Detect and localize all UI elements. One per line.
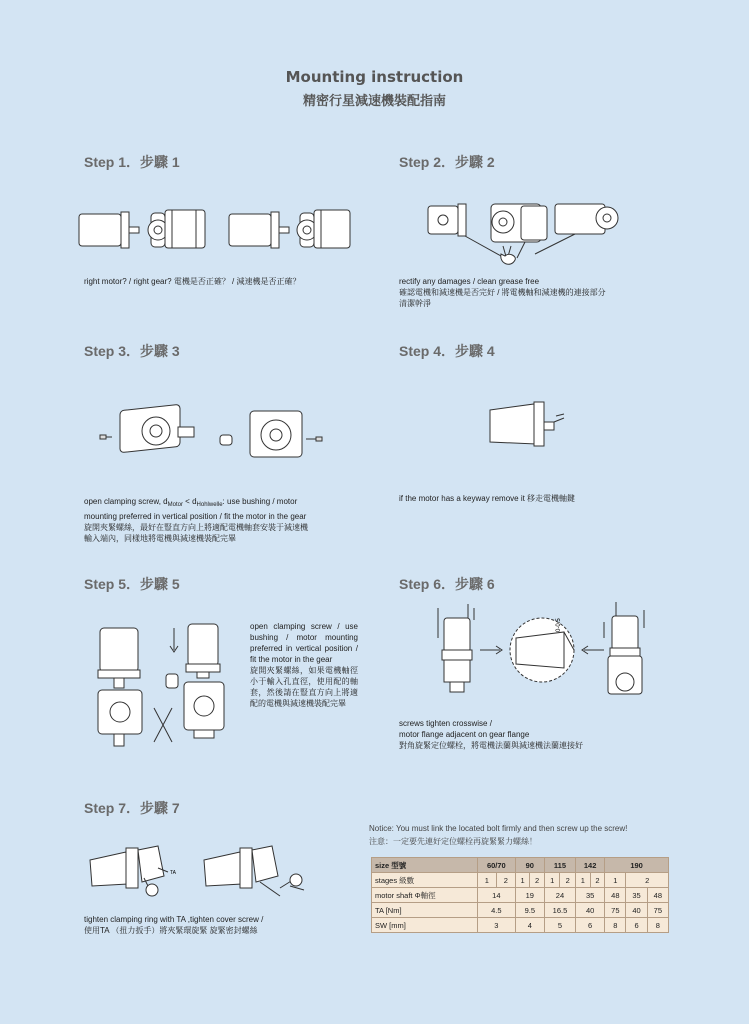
ta-label: TA (170, 870, 177, 876)
step-3-text-pre: open clamping screw, d (84, 497, 168, 506)
table-cell: 2 (530, 873, 545, 888)
step-3-text-line: mounting preferred in vertical position / fit the motor in the gear (84, 512, 307, 521)
notice-zh: 注意：一定要先連好定位螺栓再旋緊緊力螺絲！ (369, 837, 537, 846)
step-7-text-line: tighten clamping ring with TA ,tighten cover screw / (84, 915, 264, 924)
table-cell: 1 (576, 873, 591, 888)
table-cell: 1 (477, 873, 496, 888)
step-5-heading: Step 5．步驟 5 (84, 576, 180, 592)
step-4-text: if the motor has a keyway remove it 移走電機軸鍵 (399, 494, 576, 503)
table-row (372, 888, 669, 903)
table-cell: 6 (576, 918, 605, 933)
step-3-text-line (84, 496, 308, 511)
step-2-text (399, 276, 606, 309)
step-5-text-line: 旋開夾緊螺絲，如果電機軸徑小于輸入孔直徑，使用配的軸套，然後請在豎直方向上將適配的電機與減速機裝配完畢 (250, 666, 358, 708)
table-header-cell: 90 (515, 858, 544, 873)
step-5-text-line: open clamping screw / use bushing / motor mounting preferred in vertical position / fit the motor in the gear (250, 622, 358, 664)
table-row-label: SW [mm] (372, 918, 478, 933)
table-cell: 40 (626, 903, 647, 918)
step-7-text (84, 914, 263, 936)
page-subtitle: 精密行星減速機裝配指南 (302, 94, 446, 109)
step-6-text (399, 718, 583, 751)
step-1-text: right motor? / right gear? 電機是否正確？ / 減速機是否正確？ (84, 277, 301, 286)
step-3-text-mid: < d (182, 497, 197, 506)
table-cell: 4.5 (477, 903, 515, 918)
table-cell: 1 (544, 873, 560, 888)
table-row (372, 918, 669, 933)
step-7-text-line: 使用TA （扭力扳手）將夾緊環旋緊 旋緊密封螺絲 (84, 926, 258, 935)
table-cell: 16.5 (544, 903, 575, 918)
table-header-cell: 60/70 (477, 858, 515, 873)
subscript-motor: Motor (167, 502, 183, 508)
table-cell: 24 (544, 888, 575, 903)
table-cell: 3 (477, 918, 515, 933)
step-3-heading: Step 3．步驟 3 (84, 343, 180, 359)
table-cell: 35 (626, 888, 647, 903)
table-row-label: stages 級數 (372, 873, 478, 888)
table-row (372, 903, 669, 918)
step-2-text-line: rectify any damages / clean grease free (399, 277, 540, 286)
table-cell: 5 (544, 918, 575, 933)
table-header-cell: 142 (576, 858, 605, 873)
step-3-text-line: 旋開夾緊螺絲，最好在豎直方向上將適配電機軸套安裝于減速機 (84, 523, 308, 532)
table-cell: 40 (576, 903, 605, 918)
table-cell: 1 (515, 873, 530, 888)
table-cell: 48 (605, 888, 626, 903)
notice (369, 822, 627, 848)
step-1-heading: Step 1．步驟 1 (84, 154, 180, 170)
step-5-illustration (96, 600, 236, 754)
table-cell: 35 (576, 888, 605, 903)
step-5-text (250, 621, 358, 709)
step-6-text-line: 對角旋緊定位螺栓，將電機法蘭與減速機法蘭連接好 (399, 741, 583, 750)
table-cell: 4 (515, 918, 544, 933)
table-cell: 8 (647, 918, 668, 933)
notice-en: Notice: You must link the located bolt firmly and then screw up the screw! (369, 824, 628, 833)
table-row-label: TA [Nm] (372, 903, 478, 918)
step-6-text-line: screws tighten crosswise / (399, 719, 492, 728)
step-4-illustration (484, 400, 574, 450)
step-6-heading: Step 6．步驟 6 (399, 576, 495, 592)
page-title: Mounting instruction (285, 68, 464, 86)
step-4-heading: Step 4．步驟 4 (399, 343, 495, 359)
table-cell: 75 (605, 903, 626, 918)
step-3-text-post: : use bushing / motor (222, 497, 298, 506)
step-2-heading: Step 2．步驟 2 (399, 154, 495, 170)
table-cell: 75 (647, 903, 668, 918)
table-cell: 2 (560, 873, 576, 888)
table-cell: 19 (515, 888, 544, 903)
step-6-illustration (424, 598, 654, 702)
table-cell: 2 (590, 873, 605, 888)
table-cell: 1 (605, 873, 626, 888)
step-3-illustration (98, 405, 328, 463)
table-header-cell: size 型號 (372, 858, 478, 873)
step-1-illustration (76, 205, 356, 255)
table-cell: 9.5 (515, 903, 544, 918)
step-3-text (84, 496, 308, 544)
step-6-text-line: motor flange adjacent on gear flange (399, 730, 530, 739)
step-2-illustration (425, 198, 625, 270)
table-cell: 2 (496, 873, 515, 888)
table-row-label: motor shaft Φ軸徑 (372, 888, 478, 903)
table-cell: 8 (605, 918, 626, 933)
subscript-hohlwelle: Hohlwelle (196, 502, 223, 508)
table-cell: 6 (626, 918, 647, 933)
step-2-text-line: 清潔幹淨 (399, 299, 431, 308)
table-header-row (372, 858, 669, 873)
table-header-cell: 190 (605, 858, 669, 873)
step-2-text-line: 確認電機和減速機是否完好 / 將電機軸和減速機的連接部分 (399, 288, 606, 297)
table-row (372, 873, 669, 888)
step-7-heading: Step 7．步驟 7 (84, 800, 180, 816)
table-cell: 2 (626, 873, 669, 888)
gap-label: 0-0.5 (556, 618, 562, 632)
table-cell: 48 (647, 888, 668, 903)
table-cell: 14 (477, 888, 515, 903)
step-3-text-line: 輸入端內，同樣地將電機與減速機裝配完畢 (84, 534, 236, 543)
step-7-illustration (84, 838, 324, 900)
table-header-cell: 115 (544, 858, 575, 873)
spec-table (371, 857, 669, 933)
